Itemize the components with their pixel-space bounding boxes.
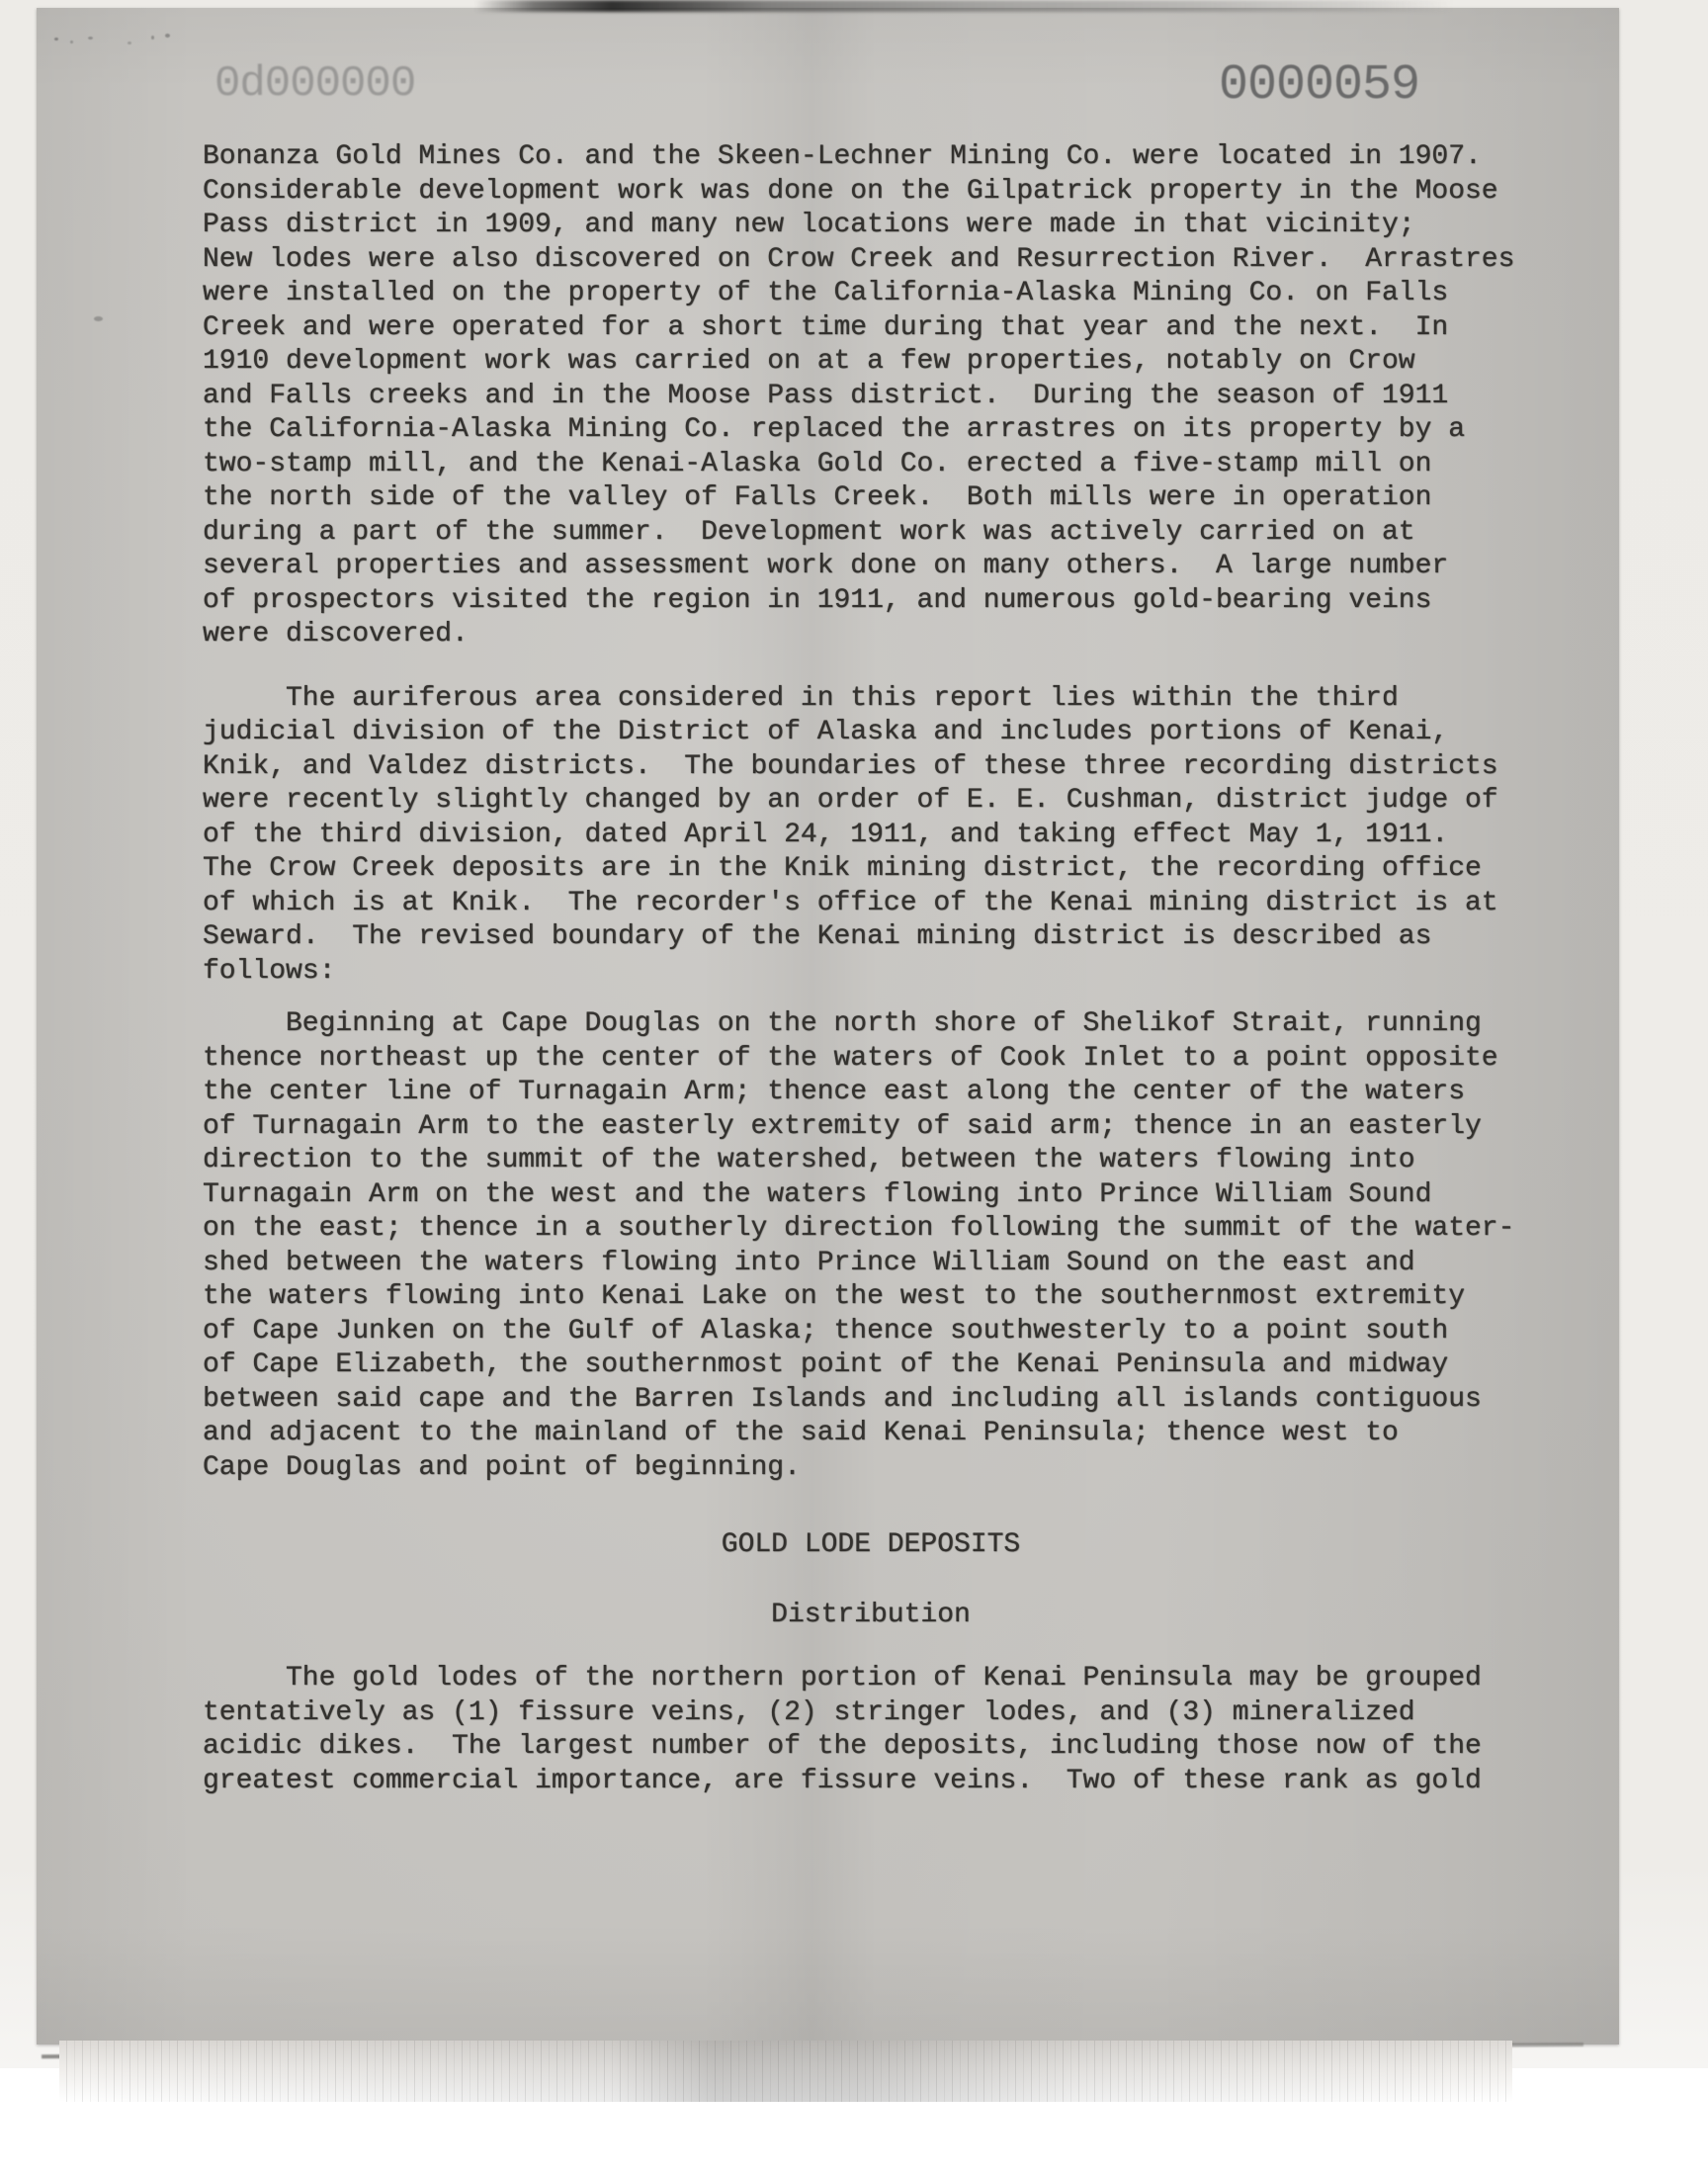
faint-stamp-number: 0d000000 [214,59,416,109]
scan-speck [151,36,154,40]
text-line: tentatively as (1) fissure veins, (2) stringer lodes, and (3) mineralized [203,1696,1415,1728]
text-line: of Turnagain Arm to the easterly extremity of said arm; thence in an easterly [203,1110,1482,1142]
text-line: greatest commercial importance, are fissure veins. Two of these rank as gold [203,1765,1482,1796]
text-line: of Cape Junken on the Gulf of Alaska; thence southwesterly to a point south [203,1315,1449,1347]
text-line: between said cape and the Barren Islands and including all islands contiguous [203,1383,1482,1415]
scan-speck [70,41,73,44]
scan-streaks [59,2041,1512,2102]
text-line: on the east; thence in a southerly direction following the summit of the water- [203,1213,1515,1244]
text-line: thence northeast up the center of the waters of Cook Inlet to a point opposite [203,1042,1498,1074]
text-line: Cape Douglas and point of beginning. [203,1451,801,1483]
text-line: The gold lodes of the northern portion of Kenai Peninsula may be grouped [286,1663,1482,1694]
paragraph [203,682,1539,990]
scanned-page [37,8,1619,2044]
paragraph [203,140,1539,652]
text-line: Turnagain Arm on the west and the waters flowing into Prince William Sound [203,1178,1432,1210]
text-line: Creek and were operated for a short time during that year and the next. In [203,311,1449,343]
text-line: of Cape Elizabeth, the southernmost point of the Kenai Peninsula and midway [203,1349,1449,1380]
text-line: shed between the waters flowing into Prince William Sound on the east and [203,1247,1415,1278]
text-line: acidic dikes. The largest number of the deposits, including those now of the [203,1731,1482,1762]
text-line: and Falls creeks and in the Moose Pass district. During the season of 1911 [203,380,1449,411]
section-heading: GOLD LODE DEPOSITS [721,1529,1021,1560]
text-line: Knik, and Valdez districts. The boundaries of these three recording districts [203,750,1498,782]
document-text-block [203,140,1539,1798]
text-line: follows: [203,955,336,987]
text-line: The auriferous area considered in this report lies within the third [286,682,1399,714]
page-number-stamp: 0000059 [1219,57,1420,114]
text-line: the California-Alaska Mining Co. replaced the arrastres on its property by a [203,414,1466,445]
text-line: Beginning at Cape Douglas on the north shore of Shelikof Strait, running [286,1008,1482,1039]
text-line: direction to the summit of the watershed, between the waters flowing into [203,1145,1415,1175]
text-line: New lodes were also discovered on Crow Creek and Resurrection River. Arrastres [203,243,1515,275]
text-line: were discovered. [203,619,469,650]
scan-speck [94,316,103,321]
scan-speck [128,42,131,44]
text-line: were recently slightly changed by an order of E. E. Cushman, district judge of [203,785,1498,816]
text-line: several properties and assessment work done on many others. A large number [203,551,1449,581]
text-line: of which is at Knik. The recorder's office of the Kenai mining district is at [203,887,1498,918]
text-line: Pass district in 1909, and many new locations were made in that vicinity; [203,210,1415,240]
text-line: of prospectors visited the region in 1911, and numerous gold-bearing veins [203,584,1432,616]
text-line: 1910 development work was carried on at a few properties, notably on Crow [203,346,1415,377]
text-line: and adjacent to the mainland of the said Kenai Peninsula; thence west to [203,1418,1399,1448]
paragraph [203,1662,1539,1798]
text-line: judicial division of the District of Alaska and includes portions of Kenai, [203,717,1449,747]
scan-edge-smudge [474,0,1453,12]
text-line: during a part of the summer. Development work was actively carried on at [203,516,1415,548]
text-line: The Crow Creek deposits are in the Knik mining district, the recording office [203,853,1482,884]
text-line: Seward. The revised boundary of the Kenai mining district is described as [203,921,1432,952]
scan-speck [88,37,93,40]
text-line: the center line of Turnagain Arm; thence east along the center of the waters [203,1077,1466,1107]
text-line: Considerable development work was done on the Gilpatrick property in the Moose [203,175,1498,207]
text-line: were installed on the property of the California-Alaska Mining Co. on Falls [203,278,1449,308]
paragraph [203,1007,1539,1485]
text-line: two-stamp mill, and the Kenai-Alaska Gold Co. erected a five-stamp mill on [203,448,1432,479]
text-line: of the third division, dated April 24, 1911, and taking effect May 1, 1911. [203,819,1449,850]
scan-speck [54,38,58,41]
scan-speck [165,34,170,38]
text-line: Bonanza Gold Mines Co. and the Skeen-Lechner Mining Co. were located in 1907. [203,141,1482,172]
section-heading: Distribution [771,1599,971,1630]
text-line: the waters flowing into Kenai Lake on the west to the southernmost extremity [203,1281,1466,1312]
text-line: the north side of the valley of Falls Creek. Both mills were in operation [203,482,1432,513]
